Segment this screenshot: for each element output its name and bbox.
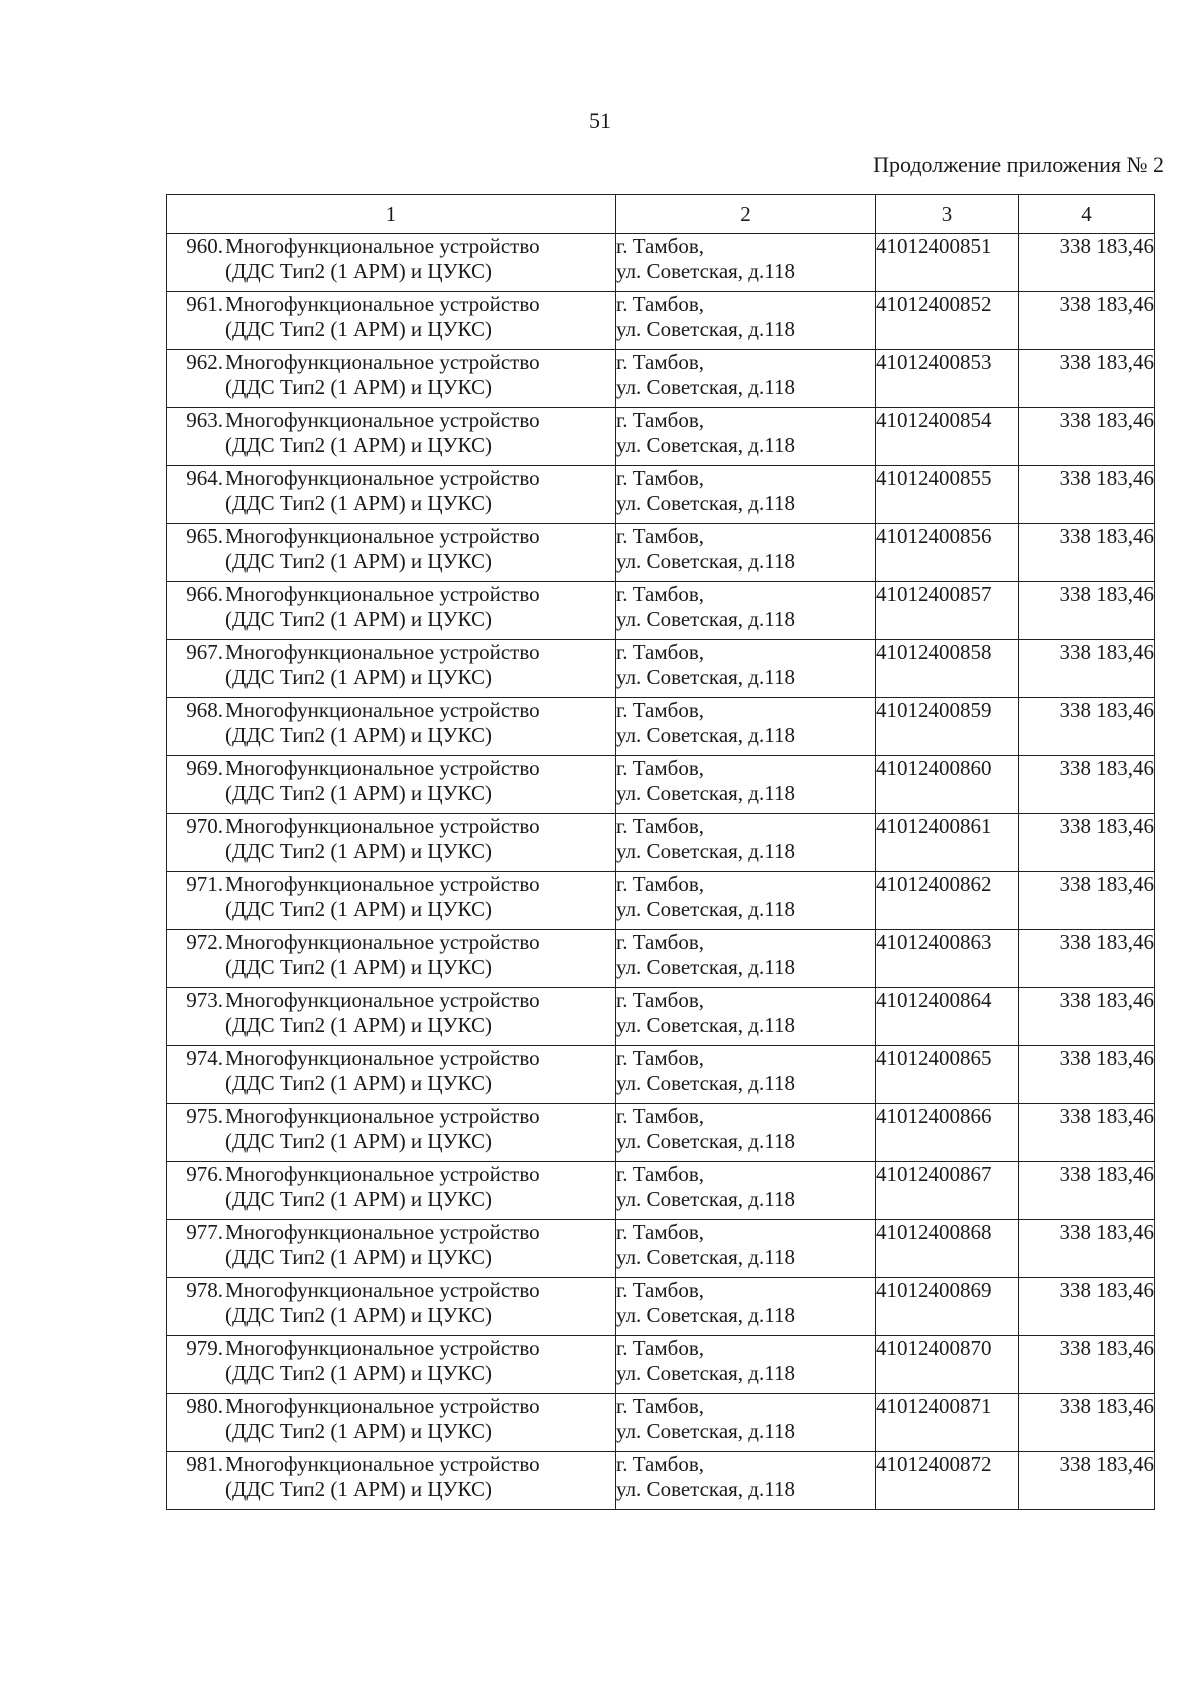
item-number: 968. <box>186 698 223 722</box>
table-row <box>167 466 1155 524</box>
address-city: г. Тамбов, <box>616 582 705 606</box>
item-number: 965. <box>186 524 223 548</box>
item-name-line2: (ДДС Тип2 (1 АРМ) и ЦУКС) <box>225 723 492 747</box>
item-number: 964. <box>186 466 223 490</box>
table-row <box>167 1452 1155 1510</box>
inventory-number: 41012400865 <box>876 1046 1019 1104</box>
address-street: ул. Советская, д.118 <box>616 491 795 515</box>
item-number: 975. <box>186 1104 223 1128</box>
item-number: 979. <box>186 1336 223 1360</box>
table-row <box>167 408 1155 466</box>
item-name-line1: Многофункциональное устройство <box>225 524 540 548</box>
item-number: 963. <box>186 408 223 432</box>
item-description-cell <box>167 524 616 582</box>
item-description-cell <box>167 1104 616 1162</box>
item-description-cell <box>167 466 616 524</box>
item-name-line2: (ДДС Тип2 (1 АРМ) и ЦУКС) <box>225 839 492 863</box>
item-name <box>225 408 615 458</box>
cost-value: 338 183,46 <box>1019 1452 1155 1510</box>
item-name-line2: (ДДС Тип2 (1 АРМ) и ЦУКС) <box>225 607 492 631</box>
address-street: ул. Советская, д.118 <box>616 1071 795 1095</box>
table-row <box>167 814 1155 872</box>
item-number: 966. <box>186 582 223 606</box>
cost-value: 338 183,46 <box>1019 988 1155 1046</box>
inventory-number: 41012400869 <box>876 1278 1019 1336</box>
item-description-cell <box>167 1452 616 1510</box>
item-description-cell <box>167 872 616 930</box>
table-row <box>167 1394 1155 1452</box>
address-cell <box>616 640 876 698</box>
address-street: ул. Советская, д.118 <box>616 549 795 573</box>
item-name-line1: Многофункциональное устройство <box>225 1104 540 1128</box>
address-city: г. Тамбов, <box>616 1104 705 1128</box>
address-city: г. Тамбов, <box>616 234 705 258</box>
cost-value: 338 183,46 <box>1019 756 1155 814</box>
address-street: ул. Советская, д.118 <box>616 781 795 805</box>
cost-value: 338 183,46 <box>1019 350 1155 408</box>
item-description-cell <box>167 640 616 698</box>
inventory-number: 41012400871 <box>876 1394 1019 1452</box>
address-street: ул. Советская, д.118 <box>616 665 795 689</box>
continuation-label: Продолжение приложения № 2 <box>873 152 1164 177</box>
address-city: г. Тамбов, <box>616 292 705 316</box>
address-cell <box>616 1336 876 1394</box>
item-name <box>225 814 615 864</box>
item-number: 973. <box>186 988 223 1012</box>
address-cell <box>616 698 876 756</box>
item-name-line1: Многофункциональное устройство <box>225 292 540 316</box>
item-name-line1: Многофункциональное устройство <box>225 1452 540 1476</box>
cost-value: 338 183,46 <box>1019 1046 1155 1104</box>
address-street: ул. Советская, д.118 <box>616 723 795 747</box>
item-name-line2: (ДДС Тип2 (1 АРМ) и ЦУКС) <box>225 549 492 573</box>
cost-value: 338 183,46 <box>1019 930 1155 988</box>
address-cell <box>616 292 876 350</box>
item-description-cell <box>167 408 616 466</box>
address-street: ул. Советская, д.118 <box>616 1419 795 1443</box>
address-cell <box>616 466 876 524</box>
table-row <box>167 1162 1155 1220</box>
cost-value: 338 183,46 <box>1019 582 1155 640</box>
table-row <box>167 698 1155 756</box>
item-description-cell <box>167 814 616 872</box>
item-name-line1: Многофункциональное устройство <box>225 1162 540 1186</box>
item-name-line1: Многофункциональное устройство <box>225 408 540 432</box>
address-city: г. Тамбов, <box>616 640 705 664</box>
address-city: г. Тамбов, <box>616 1394 705 1418</box>
item-name-line2: (ДДС Тип2 (1 АРМ) и ЦУКС) <box>225 491 492 515</box>
item-description-cell <box>167 1394 616 1452</box>
address-cell <box>616 350 876 408</box>
address-street: ул. Советская, д.118 <box>616 259 795 283</box>
inventory-number: 41012400858 <box>876 640 1019 698</box>
inventory-number: 41012400851 <box>876 234 1019 292</box>
item-name-line1: Многофункциональное устройство <box>225 930 540 954</box>
item-name <box>225 350 615 400</box>
table-row <box>167 1220 1155 1278</box>
item-number: 977. <box>186 1220 223 1244</box>
item-name-line1: Многофункциональное устройство <box>225 814 540 838</box>
address-city: г. Тамбов, <box>616 872 705 896</box>
address-street: ул. Советская, д.118 <box>616 897 795 921</box>
item-name <box>225 988 615 1038</box>
item-description-cell <box>167 350 616 408</box>
item-name-line2: (ДДС Тип2 (1 АРМ) и ЦУКС) <box>225 1129 492 1153</box>
address-cell <box>616 1452 876 1510</box>
item-number: 960. <box>186 234 223 258</box>
item-name-line2: (ДДС Тип2 (1 АРМ) и ЦУКС) <box>225 317 492 341</box>
table-row <box>167 1104 1155 1162</box>
address-street: ул. Советская, д.118 <box>616 1477 795 1501</box>
item-number: 976. <box>186 1162 223 1186</box>
address-city: г. Тамбов, <box>616 1278 705 1302</box>
item-name <box>225 1452 615 1502</box>
cost-value: 338 183,46 <box>1019 814 1155 872</box>
address-cell <box>616 1278 876 1336</box>
item-name-line2: (ДДС Тип2 (1 АРМ) и ЦУКС) <box>225 375 492 399</box>
item-name-line2: (ДДС Тип2 (1 АРМ) и ЦУКС) <box>225 1013 492 1037</box>
address-street: ул. Советская, д.118 <box>616 1187 795 1211</box>
address-street: ул. Советская, д.118 <box>616 1013 795 1037</box>
item-name <box>225 756 615 806</box>
table-row <box>167 640 1155 698</box>
inventory-number: 41012400867 <box>876 1162 1019 1220</box>
cost-value: 338 183,46 <box>1019 524 1155 582</box>
item-name-line1: Многофункциональное устройство <box>225 1336 540 1360</box>
cost-value: 338 183,46 <box>1019 1162 1155 1220</box>
item-name-line1: Многофункциональное устройство <box>225 640 540 664</box>
table-row <box>167 1278 1155 1336</box>
address-city: г. Тамбов, <box>616 930 705 954</box>
inventory-number: 41012400857 <box>876 582 1019 640</box>
item-name-line2: (ДДС Тип2 (1 АРМ) и ЦУКС) <box>225 1245 492 1269</box>
item-name-line2: (ДДС Тип2 (1 АРМ) и ЦУКС) <box>225 897 492 921</box>
item-number: 980. <box>186 1394 223 1418</box>
item-name-line1: Многофункциональное устройство <box>225 1046 540 1070</box>
item-description-cell <box>167 1220 616 1278</box>
item-name <box>225 698 615 748</box>
inventory-number: 41012400861 <box>876 814 1019 872</box>
item-name-line1: Многофункциональное устройство <box>225 350 540 374</box>
item-name-line1: Многофункциональное устройство <box>225 1394 540 1418</box>
item-name <box>225 930 615 980</box>
cost-value: 338 183,46 <box>1019 1336 1155 1394</box>
address-street: ул. Советская, д.118 <box>616 607 795 631</box>
inventory-number: 41012400872 <box>876 1452 1019 1510</box>
inventory-number: 41012400859 <box>876 698 1019 756</box>
item-name-line2: (ДДС Тип2 (1 АРМ) и ЦУКС) <box>225 955 492 979</box>
table-row <box>167 350 1155 408</box>
item-description-cell <box>167 292 616 350</box>
address-cell <box>616 1162 876 1220</box>
address-city: г. Тамбов, <box>616 698 705 722</box>
column-header-2: 2 <box>616 195 876 234</box>
item-number: 981. <box>186 1452 223 1476</box>
item-name-line2: (ДДС Тип2 (1 АРМ) и ЦУКС) <box>225 433 492 457</box>
inventory-number: 41012400866 <box>876 1104 1019 1162</box>
asset-table <box>166 194 1155 1510</box>
cost-value: 338 183,46 <box>1019 234 1155 292</box>
cost-value: 338 183,46 <box>1019 1220 1155 1278</box>
inventory-number: 41012400856 <box>876 524 1019 582</box>
item-number: 978. <box>186 1278 223 1302</box>
table-row <box>167 582 1155 640</box>
item-name-line1: Многофункциональное устройство <box>225 1220 540 1244</box>
inventory-number: 41012400855 <box>876 466 1019 524</box>
cost-value: 338 183,46 <box>1019 408 1155 466</box>
page-number: 51 <box>589 108 611 133</box>
table-row <box>167 292 1155 350</box>
item-number: 961. <box>186 292 223 316</box>
address-city: г. Тамбов, <box>616 1046 705 1070</box>
item-name-line1: Многофункциональное устройство <box>225 872 540 896</box>
item-name-line2: (ДДС Тип2 (1 АРМ) и ЦУКС) <box>225 1071 492 1095</box>
table-row <box>167 1046 1155 1104</box>
item-name-line1: Многофункциональное устройство <box>225 234 540 258</box>
item-name-line2: (ДДС Тип2 (1 АРМ) и ЦУКС) <box>225 665 492 689</box>
inventory-number: 41012400863 <box>876 930 1019 988</box>
inventory-number: 41012400870 <box>876 1336 1019 1394</box>
cost-value: 338 183,46 <box>1019 466 1155 524</box>
item-name-line2: (ДДС Тип2 (1 АРМ) и ЦУКС) <box>225 1477 492 1501</box>
address-cell <box>616 582 876 640</box>
address-city: г. Тамбов, <box>616 350 705 374</box>
item-name <box>225 234 615 284</box>
item-description-cell <box>167 1336 616 1394</box>
address-cell <box>616 524 876 582</box>
item-number: 972. <box>186 930 223 954</box>
item-name-line1: Многофункциональное устройство <box>225 756 540 780</box>
cost-value: 338 183,46 <box>1019 872 1155 930</box>
table-row <box>167 872 1155 930</box>
item-number: 970. <box>186 814 223 838</box>
cost-value: 338 183,46 <box>1019 640 1155 698</box>
address-cell <box>616 872 876 930</box>
item-number: 967. <box>186 640 223 664</box>
item-name <box>225 1104 615 1154</box>
address-city: г. Тамбов, <box>616 756 705 780</box>
address-street: ул. Советская, д.118 <box>616 1361 795 1385</box>
item-name <box>225 1046 615 1096</box>
inventory-number: 41012400853 <box>876 350 1019 408</box>
cost-value: 338 183,46 <box>1019 1394 1155 1452</box>
address-cell <box>616 930 876 988</box>
address-cell <box>616 234 876 292</box>
item-name <box>225 1278 615 1328</box>
item-name-line1: Многофункциональное устройство <box>225 466 540 490</box>
table-header-row <box>167 195 1155 234</box>
inventory-number: 41012400854 <box>876 408 1019 466</box>
address-street: ул. Советская, д.118 <box>616 375 795 399</box>
item-number: 974. <box>186 1046 223 1070</box>
column-header-3: 3 <box>876 195 1019 234</box>
inventory-number: 41012400852 <box>876 292 1019 350</box>
table-row <box>167 988 1155 1046</box>
item-description-cell <box>167 988 616 1046</box>
address-city: г. Тамбов, <box>616 466 705 490</box>
inventory-number: 41012400862 <box>876 872 1019 930</box>
address-street: ул. Советская, д.118 <box>616 1245 795 1269</box>
address-street: ул. Советская, д.118 <box>616 317 795 341</box>
address-city: г. Тамбов, <box>616 524 705 548</box>
address-cell <box>616 814 876 872</box>
column-header-4: 4 <box>1019 195 1155 234</box>
item-name <box>225 292 615 342</box>
cost-value: 338 183,46 <box>1019 1278 1155 1336</box>
item-name <box>225 640 615 690</box>
address-city: г. Тамбов, <box>616 1162 705 1186</box>
address-city: г. Тамбов, <box>616 1452 705 1476</box>
address-city: г. Тамбов, <box>616 408 705 432</box>
address-cell <box>616 1394 876 1452</box>
item-name <box>225 1162 615 1212</box>
address-street: ул. Советская, д.118 <box>616 955 795 979</box>
address-city: г. Тамбов, <box>616 1220 705 1244</box>
item-description-cell <box>167 1046 616 1104</box>
address-city: г. Тамбов, <box>616 814 705 838</box>
inventory-number: 41012400864 <box>876 988 1019 1046</box>
item-name <box>225 1336 615 1386</box>
item-name-line2: (ДДС Тип2 (1 АРМ) и ЦУКС) <box>225 1187 492 1211</box>
address-cell <box>616 1104 876 1162</box>
cost-value: 338 183,46 <box>1019 698 1155 756</box>
table-body <box>167 234 1155 1510</box>
inventory-number: 41012400868 <box>876 1220 1019 1278</box>
item-name-line2: (ДДС Тип2 (1 АРМ) и ЦУКС) <box>225 259 492 283</box>
table-row <box>167 756 1155 814</box>
inventory-number: 41012400860 <box>876 756 1019 814</box>
table-row <box>167 930 1155 988</box>
address-street: ул. Советская, д.118 <box>616 1129 795 1153</box>
cost-value: 338 183,46 <box>1019 292 1155 350</box>
item-name-line1: Многофункциональное устройство <box>225 582 540 606</box>
address-cell <box>616 1220 876 1278</box>
table-row <box>167 1336 1155 1394</box>
item-number: 962. <box>186 350 223 374</box>
address-cell <box>616 408 876 466</box>
item-description-cell <box>167 234 616 292</box>
item-name <box>225 1220 615 1270</box>
address-street: ул. Советская, д.118 <box>616 1303 795 1327</box>
item-name-line1: Многофункциональное устройство <box>225 988 540 1012</box>
item-description-cell <box>167 1278 616 1336</box>
item-description-cell <box>167 1162 616 1220</box>
address-city: г. Тамбов, <box>616 1336 705 1360</box>
item-name <box>225 872 615 922</box>
item-name-line1: Многофункциональное устройство <box>225 1278 540 1302</box>
item-name-line2: (ДДС Тип2 (1 АРМ) и ЦУКС) <box>225 1361 492 1385</box>
address-cell <box>616 988 876 1046</box>
item-name <box>225 1394 615 1444</box>
item-description-cell <box>167 582 616 640</box>
address-city: г. Тамбов, <box>616 988 705 1012</box>
item-name <box>225 524 615 574</box>
item-number: 969. <box>186 756 223 780</box>
item-description-cell <box>167 930 616 988</box>
address-cell <box>616 1046 876 1104</box>
address-street: ул. Советская, д.118 <box>616 839 795 863</box>
item-name-line2: (ДДС Тип2 (1 АРМ) и ЦУКС) <box>225 1419 492 1443</box>
item-name-line2: (ДДС Тип2 (1 АРМ) и ЦУКС) <box>225 1303 492 1327</box>
table-row <box>167 524 1155 582</box>
item-number: 971. <box>186 872 223 896</box>
item-description-cell <box>167 756 616 814</box>
item-name-line2: (ДДС Тип2 (1 АРМ) и ЦУКС) <box>225 781 492 805</box>
item-name <box>225 466 615 516</box>
column-header-1: 1 <box>167 195 616 234</box>
item-description-cell <box>167 698 616 756</box>
cost-value: 338 183,46 <box>1019 1104 1155 1162</box>
address-street: ул. Советская, д.118 <box>616 433 795 457</box>
item-name <box>225 582 615 632</box>
item-name-line1: Многофункциональное устройство <box>225 698 540 722</box>
table-row <box>167 234 1155 292</box>
address-cell <box>616 756 876 814</box>
